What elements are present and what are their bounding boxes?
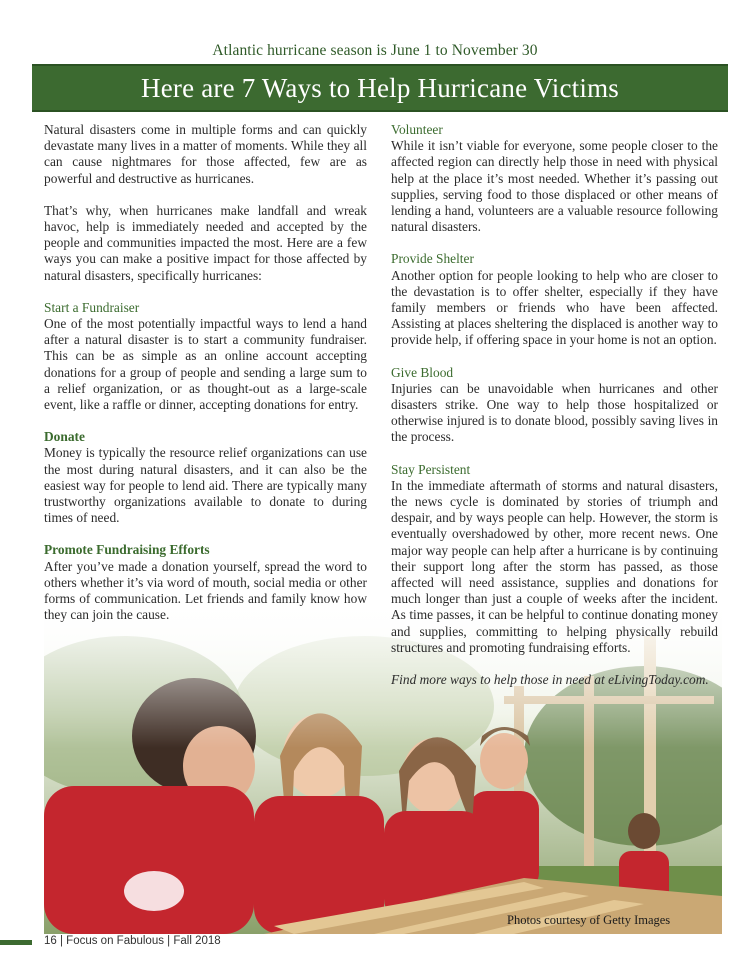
kicker-line: Atlantic hurricane season is June 1 to November 30 (212, 42, 538, 59)
section-heading-blood: Give Blood (391, 364, 454, 380)
page-title: Here are 7 Ways to Help Hurricane Victims (141, 72, 619, 103)
intro-paragraph-2: That’s why, when hurricanes make landfall and wreak havoc, help is immediately needed and accepted by the people and communities impacted the most. Here are a few ways you can make a positive impact for those affected by natural disasters, specifically hurricanes: (44, 202, 367, 283)
section-heading-fundraiser: Start a Fundraiser (44, 299, 140, 315)
section-body-fundraiser: One of the most potentially impactful ways to lend a hand after a natural disaster is to start a community fundraiser. This can be as simple as an online account accepting donations for a group of people and sending a large sum to a relief organization, or as thought-out as a large-scale event, like a raffle or dinner, accepting donations for entry. (44, 316, 367, 413)
page-footer: 16 | Focus on Fabulous | Fall 2018 (44, 935, 221, 947)
find-more-link-text: Find more ways to help those in need at eLivingToday.com. (391, 672, 709, 688)
section-body-blood: Injuries can be unavoidable when hurricanes and other disasters strike. One way to help those hospitalized or otherwise injured is to donate blood, possibly saving lives in the process. (391, 380, 718, 445)
title-banner (32, 64, 728, 112)
section-body-volunteer: While it isn’t viable for everyone, some people closer to the affected region can directly help those in need with physical help at the place it’s most needed. Whether it’s passing out supplies, serving food to those displaced or other means of lending a hand, volunteers are a valuable resource following natural disasters. (391, 138, 718, 235)
section-body-shelter: Another option for people looking to help who are closer to the devastation is to offer shelter, especially if they have family members or friends who have been affected. Assisting at places sheltering the displaced is another way to provide help, if offering space in your home is not an option. (391, 267, 718, 348)
section-heading-donate: Donate (44, 429, 85, 445)
section-body-donate: Money is typically the resource relief organizations can use the most during natural disasters, and it can also be the easiest way for people to lend aid. There are typically many trustworthy organizations available to donate to during times of need. (44, 445, 367, 526)
section-body-persistent: In the immediate aftermath of storms and natural disasters, the news cycle is dominated by stories of triumph and despair, and by ways people can help. However, the storm is eventually overshadowed by other, more recent news. One major way people can help after a hurricane is by continuing their support long after the storm has passed, as those affected will need assistance, supplies and donations for much longer than just a couple of weeks after the incident. As time passes, it can be helpful to continue donating money and supplies, committing to helping physically rebuild structures and promoting fundraising efforts. (391, 477, 718, 655)
section-heading-persistent: Stay Persistent (391, 461, 471, 477)
left-column (44, 122, 367, 623)
footer-accent-bar (0, 940, 32, 945)
right-column (391, 122, 718, 688)
section-heading-promote: Promote Fundraising Efforts (44, 542, 210, 558)
section-heading-shelter: Provide Shelter (391, 251, 474, 267)
intro-paragraph-1: Natural disasters come in multiple forms and can quickly devastate many lives in a matter of moments. While they all can cause nightmares for those affected, few are as powerful and destructive as hurricanes. (44, 122, 367, 186)
photo-credit: Photos courtesy of Getty Images (507, 913, 671, 927)
section-body-promote: After you’ve made a donation yourself, spread the word to others whether it’s via word of mouth, social media or other forms of communication. Let friends and family know how they can join the cause. (44, 558, 367, 623)
section-heading-volunteer: Volunteer (391, 122, 443, 137)
